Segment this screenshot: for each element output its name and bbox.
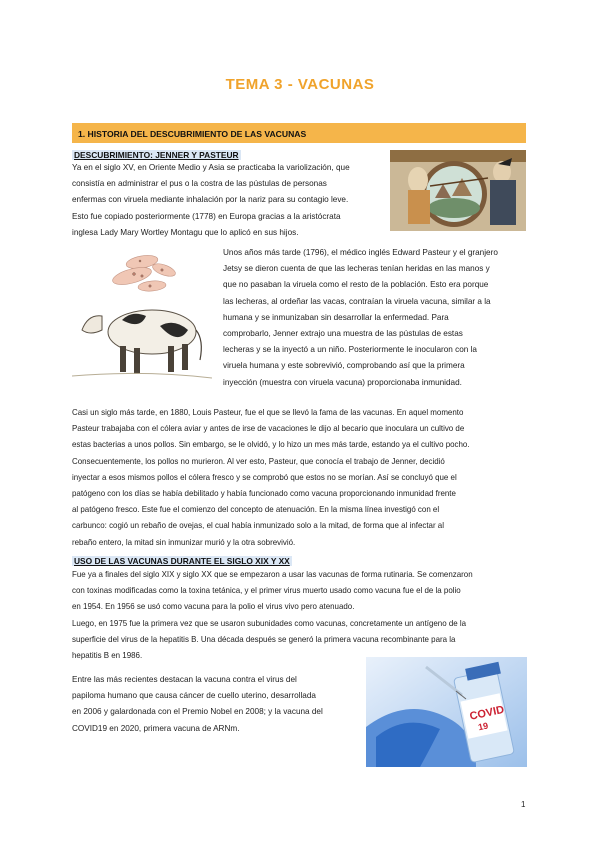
text-line: inyectar a esos mismos pollos el cólera fresco y se comprobó que estos no se morían. Así se concluyó que el: [72, 472, 457, 482]
cow-sketch-image: [72, 246, 212, 388]
text-line: que no pasaban la viruela como el resto de la población. Esto era porque: [223, 280, 489, 290]
text-line: Entre las más recientes destacan la vacuna contra el virus del: [72, 675, 297, 684]
text-line: viruela humana y este sobrevivió, comprobando así que la primera: [223, 361, 465, 371]
text-line: Esto fue copiado posteriormente (1778) en Europa gracias a la aristócrata: [72, 211, 341, 221]
text-line: inyección (muestra con viruela vacuna) proporcionaba inmunidad.: [223, 377, 462, 387]
paragraph-pasteur: [72, 405, 527, 551]
section-heading-bar: [72, 123, 526, 143]
subheading-discovery: DESCUBRIMIENTO: JENNER Y PASTEUR: [74, 150, 239, 160]
paragraph-jenner: [223, 245, 527, 391]
subheading-usage: USO DE LAS VACUNAS DURANTE EL SIGLO XIX Y XX: [74, 556, 290, 566]
text-line: Casi un siglo más tarde, en 1880, Louis Pasteur, fue el que se llevó la fama de las vacunas. En aquel momento: [72, 408, 464, 417]
text-line: COVID19 en 2020, primera vacuna de ARNm.: [72, 723, 240, 733]
text-line: hepatitis B en 1986.: [72, 651, 143, 661]
text-line: rebaño entero, la mitad sin inmunizar murió y la otra sobrevivió.: [72, 537, 296, 547]
paragraph-recent-vaccines: [72, 672, 357, 737]
text-line: en 2006 y galardonada con el Premio Nobel en 2008; y la vacuna del: [72, 707, 323, 717]
text-line: patógeno con los días se había debilitado y había funcionado como vacuna proporcionando inmunidad frente: [72, 489, 456, 499]
text-line: Fue ya a finales del siglo XIX y siglo XX que se empezaron a usar las vacunas de forma rutinaria. Se comenzaron: [72, 570, 473, 579]
page-number: 1: [521, 800, 526, 809]
text-line: enfermas con viruela mediante inhalación por la nariz para su contagio leve.: [72, 195, 349, 205]
text-line: con toxinas modificadas como la toxina tetánica, y el primer virus muerto usado como vacuna fue el de la polio: [72, 586, 461, 596]
text-line: Consecuentemente, los pollos no murieron. Al ver esto, Pasteur, que conocía el trabajo de Jenner, decidió: [72, 456, 445, 466]
text-line: lecheras y se la inyectó a un niño. Posteriormente le inocularon con la: [223, 345, 477, 355]
text-line: Luego, en 1975 fue la primera vez que se usaron subunidades como vacunas, concretamente un antígeno de la: [72, 618, 467, 628]
vial-label-19: 19: [477, 720, 490, 733]
text-line: Ya en el siglo XV, en Oriente Medio y Asia se practicaba la variolización, que: [72, 163, 350, 172]
section-heading: 1. HISTORIA DEL DESCUBRIMIENTO DE LAS VACUNAS: [78, 129, 307, 139]
text-line: carbunco: cogió un rebaño de ovejas, el cual había inmunizado solo a la mitad, de forma que al infectar al: [72, 521, 444, 531]
text-line: en 1954. En 1956 se usó como vacuna para la polio el virus vivo pero atenuado.: [72, 602, 355, 612]
paragraph-usage: [72, 567, 527, 664]
vial-label-covid: COVID: [468, 703, 506, 723]
paragraph-variolization: [72, 160, 383, 241]
variolation-painting-image: [390, 150, 526, 231]
text-line: Unos años más tarde (1796), el médico inglés Edward Pasteur y el granjero: [223, 248, 498, 257]
text-line: las lecheras, al ordeñar las vacas, contraían la viruela vacuna, similar a la: [223, 296, 491, 306]
text-line: consistía en administrar el pus o la costra de las pústulas de personas: [72, 179, 327, 189]
text-line: al patógeno fresco. Este fue el comienzo del concepto de atenuación. En la misma línea investigó con el: [72, 505, 440, 515]
text-line: inglesa Lady Mary Wortley Montagu que lo aplicó en sus hijos.: [72, 227, 299, 237]
text-line: superficie del virus de la hepatitis B. Una década después se generó la primera vacuna recombinante para la: [72, 634, 456, 644]
covid-vaccine-vial-image: [366, 657, 527, 767]
text-line: Pasteur trabajaba con el cólera aviar y antes de irse de vacaciones le dijo al becario que inoculara un cultivo de: [72, 424, 465, 434]
text-line: humana y se inmunizaban sin desarrollar la enfermedad. Para: [223, 312, 449, 322]
text-line: comprobarlo, Jenner extrajo una muestra de las pústulas de estas: [223, 329, 463, 339]
page-title: TEMA 3 - VACUNAS: [225, 76, 375, 93]
text-line: papiloma humano que causa cáncer de cuello uterino, desarrollada: [72, 691, 316, 701]
text-line: estas bacterias a unos pollos. Sin embargo, se le olvidó, y lo hizo un mes más tarde, estando ya el cultivo pocho.: [72, 440, 470, 450]
text-line: Jetsy se dieron cuenta de que las lecheras tenían heridas en las manos y: [223, 264, 490, 274]
